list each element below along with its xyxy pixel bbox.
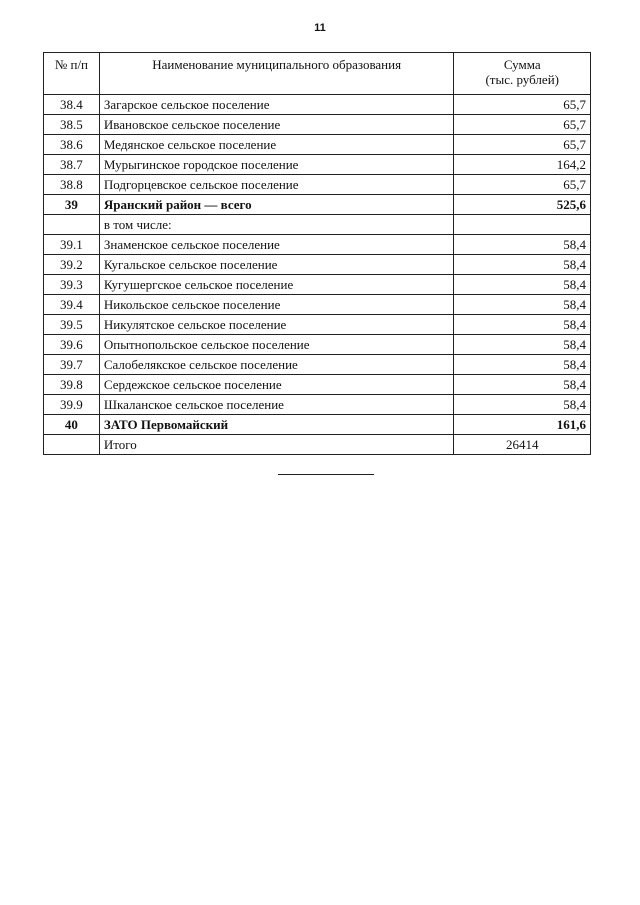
row-name: Яранский район — всего xyxy=(99,195,454,215)
row-number: 39.4 xyxy=(44,295,100,315)
table-row xyxy=(44,175,591,195)
table-row xyxy=(44,215,591,235)
row-sum: 58,4 xyxy=(454,275,591,295)
table-row xyxy=(44,315,591,335)
row-name: в том числе: xyxy=(99,215,454,235)
table-row xyxy=(44,375,591,395)
header-sum-line2: (тыс. рублей) xyxy=(485,72,559,87)
row-name: ЗАТО Первомайский xyxy=(99,415,454,435)
row-sum: 58,4 xyxy=(454,235,591,255)
row-number xyxy=(44,215,100,235)
table-row xyxy=(44,155,591,175)
row-name: Кугальское сельское поселение xyxy=(99,255,454,275)
table-body xyxy=(44,95,591,455)
table-row xyxy=(44,335,591,355)
row-number: 39.6 xyxy=(44,335,100,355)
table-row xyxy=(44,395,591,415)
row-number: 39.2 xyxy=(44,255,100,275)
row-number: 38.4 xyxy=(44,95,100,115)
row-sum: 58,4 xyxy=(454,355,591,375)
row-number: 39.1 xyxy=(44,235,100,255)
row-number: 39 xyxy=(44,195,100,215)
row-sum: 58,4 xyxy=(454,395,591,415)
row-name: Ивановское сельское поселение xyxy=(99,115,454,135)
table-row xyxy=(44,295,591,315)
row-sum: 65,7 xyxy=(454,135,591,155)
row-name: Шкаланское сельское поселение xyxy=(99,395,454,415)
row-name: Загарское сельское поселение xyxy=(99,95,454,115)
row-sum: 161,6 xyxy=(454,415,591,435)
row-name: Кугушергское сельское поселение xyxy=(99,275,454,295)
row-name: Мурыгинское городское поселение xyxy=(99,155,454,175)
row-sum: 58,4 xyxy=(454,315,591,335)
row-name: Медянское сельское поселение xyxy=(99,135,454,155)
table-header-row xyxy=(44,53,591,95)
row-number: 38.8 xyxy=(44,175,100,195)
header-sum xyxy=(454,53,591,95)
allocation-table xyxy=(43,52,591,455)
table-row xyxy=(44,95,591,115)
row-name: Итого xyxy=(99,435,454,455)
table-row xyxy=(44,255,591,275)
row-sum: 58,4 xyxy=(454,375,591,395)
table-row xyxy=(44,275,591,295)
row-number: 39.5 xyxy=(44,315,100,335)
page-number: 11 xyxy=(314,22,326,34)
row-name: Опытнопольское сельское поселение xyxy=(99,335,454,355)
header-sum-line1: Сумма xyxy=(503,57,541,72)
row-name: Салобелякское сельское поселение xyxy=(99,355,454,375)
row-sum xyxy=(454,215,591,235)
row-number xyxy=(44,435,100,455)
row-sum: 26414 xyxy=(454,435,591,455)
row-name: Никольское сельское поселение xyxy=(99,295,454,315)
row-sum: 58,4 xyxy=(454,295,591,315)
row-sum: 65,7 xyxy=(454,175,591,195)
header-number: № п/п xyxy=(44,53,100,95)
row-name: Никулятское сельское поселение xyxy=(99,315,454,335)
table-row xyxy=(44,415,591,435)
row-name: Сердежское сельское поселение xyxy=(99,375,454,395)
row-number: 39.9 xyxy=(44,395,100,415)
row-number: 38.5 xyxy=(44,115,100,135)
row-number: 40 xyxy=(44,415,100,435)
table-row xyxy=(44,195,591,215)
row-sum: 58,4 xyxy=(454,255,591,275)
table-row xyxy=(44,235,591,255)
header-name: Наименование муниципального образования xyxy=(99,53,454,95)
row-sum: 58,4 xyxy=(454,335,591,355)
row-number: 39.8 xyxy=(44,375,100,395)
row-sum: 164,2 xyxy=(454,155,591,175)
row-number: 38.7 xyxy=(44,155,100,175)
row-name: Подгорцевское сельское поселение xyxy=(99,175,454,195)
row-number: 38.6 xyxy=(44,135,100,155)
table-row xyxy=(44,115,591,135)
row-number: 39.7 xyxy=(44,355,100,375)
table-row xyxy=(44,435,591,455)
row-number: 39.3 xyxy=(44,275,100,295)
row-sum: 525,6 xyxy=(454,195,591,215)
table-row xyxy=(44,135,591,155)
row-name: Знаменское сельское поселение xyxy=(99,235,454,255)
closing-rule xyxy=(278,474,374,475)
table-row xyxy=(44,355,591,375)
row-sum: 65,7 xyxy=(454,115,591,135)
row-sum: 65,7 xyxy=(454,95,591,115)
